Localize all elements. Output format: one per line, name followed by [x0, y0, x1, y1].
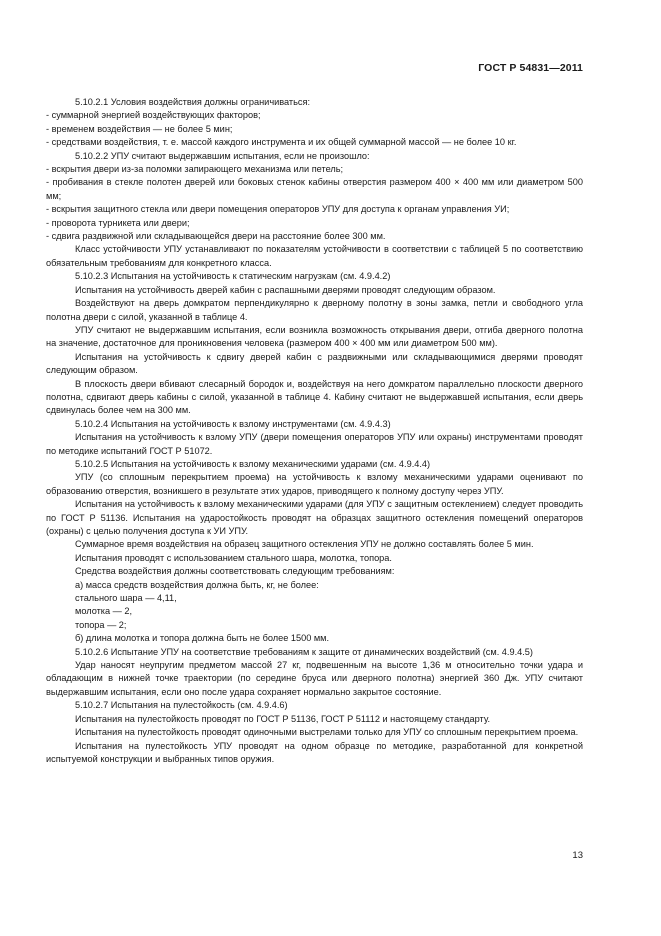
section-heading: 5.10.2.7 Испытания на пулестойкость (см. 4.9.4.6) — [75, 700, 288, 711]
section-heading: 5.10.2.3 Испытания на устойчивость к статическим нагрузкам (см. 4.9.4.2) — [75, 271, 391, 282]
section-heading: 5.10.2.4 Испытания на устойчивость к взлому инструментами (см. 4.9.4.3) — [75, 418, 391, 429]
list-item: стального шара — 4,11, — [75, 593, 177, 604]
list-item: молотка — 2, — [75, 606, 133, 617]
paragraph: Испытания на пулестойкость проводят одиночными выстрелами только для УПУ со сплошным перекрытием проема. — [75, 727, 579, 738]
section-heading: 5.10.2.5 Испытания на устойчивость к взлому механическими ударами (см. 4.9.4.4) — [75, 458, 431, 469]
list-item: - проворота турникета или двери; — [46, 217, 190, 228]
list-item: - временем воздействия — не более 5 мин; — [46, 123, 233, 134]
paragraph: Испытания проводят с использованием стального шара, молотка, топора. — [75, 552, 392, 563]
paragraph: 5.10.2.1 Условия воздействия должны ограничиваться: — [75, 97, 311, 107]
paragraph: Испытания на пулестойкость проводят по ГОСТ Р 51136, ГОСТ Р 51112 и настоящему стандарту. — [75, 713, 491, 724]
list-item: топора — 2; — [75, 619, 127, 630]
list-item: - вскрытия защитного стекла или двери помещения операторов УПУ для доступа к органам управления УИ; — [46, 204, 510, 215]
paragraph: Удар наносят неупругим предметом массой 27 кг, подвешенным на высоте 1,36 м относительно точки удара и обладающим в нижней точке траектории (по середине бруса или дверного полотна) энергией 360 Дж. УПУ считают выдержавшим испытания, если оно после удара сохраняет нормально закрытое состояние. — [46, 660, 583, 697]
list-item: - сдвига раздвижной или складывающейся двери на расстояние более 300 мм. — [46, 231, 386, 242]
list-item: - суммарной энергией воздействующих факторов; — [46, 110, 261, 121]
paragraph: Испытания на пулестойкость УПУ проводят на одном образце по методике, разработанной для конкретной испытуемой конструкции и выбранных типов оружия. — [46, 740, 583, 764]
paragraph: Суммарное время воздействия на образец защитного остекления УПУ не должно составлять более 5 мин. — [75, 539, 534, 550]
list-item: б) длина молотка и топора должна быть не более 1500 мм. — [75, 633, 330, 644]
page-number: 13 — [572, 850, 583, 861]
document-body — [46, 96, 583, 766]
section-heading: 5.10.2.6 Испытание УПУ на соответствие требованиям к защите от динамических воздействий (см. 4.9.4.5) — [75, 646, 533, 657]
paragraph: Воздействуют на дверь домкратом перпендикулярно к дверному полотну в зоны замка, петли и свободного угла полотна двери с силой, указанной в таблице 4. — [46, 298, 583, 322]
list-item: - средствами воздействия, т. е. массой каждого инструмента и их общей суммарной массой — не более 10 кг. — [46, 137, 517, 148]
paragraph: 5.10.2.2 УПУ считают выдержавшим испытания, если не произошло: — [75, 150, 370, 161]
list-item: а) масса средств воздействия должна быть, кг, не более: — [75, 579, 319, 590]
list-item: - вскрытия двери из-за поломки запирающего механизма или петель; — [46, 164, 344, 175]
document-header: ГОСТ Р 54831—2011 — [478, 62, 583, 74]
paragraph: Испытания на устойчивость к взлому УПУ (двери помещения операторов УПУ или охраны) инструментами проводят по методике испытаний ГОСТ Р 51072. — [46, 432, 583, 456]
paragraph: УПУ (со сплошным перекрытием проема) на устойчивость к взлому механическими ударами оценивают по образованию отверстия, возникшего в результате этих ударов, приводящего к полному доступу через УПУ. — [46, 472, 583, 496]
paragraph: Испытания на устойчивость к сдвигу дверей кабин с раздвижными или складывающимися дверями проводят следующим образом. — [46, 351, 583, 376]
paragraph: УПУ считают не выдержавшим испытания, если возникла возможность открывания двери, отгиба дверного полотна на значение, достаточное для проникновения человека (размером 400 × 400 мм или диаметром 500 мм). — [46, 324, 583, 349]
paragraph: Класс устойчивости УПУ устанавливают по показателям устойчивости в соответствии с таблицей 5 по соответствию обязательным требованиям для конкретного класса. — [46, 244, 583, 268]
paragraph: Средства воздействия должны соответствовать следующим требованиям: — [75, 566, 395, 577]
paragraph: Испытания на устойчивость к взлому механическими ударами (для УПУ с защитным остеклением) следует проводить по ГОСТ Р 51136. Испытания на ударостойкость проводят на образцах защитного остекления помещений операторов (охраны) с целью получения доступа к УИ УПУ. — [46, 499, 583, 536]
paragraph: Испытания на устойчивость дверей кабин с распашными дверями проводят следующим образом. — [75, 284, 496, 295]
list-item: - пробивания в стекле полотен дверей или боковых стенок кабины отверстия размером 400 × 400 мм или диаметром 500 мм; — [46, 177, 583, 201]
paragraph: В плоскость двери вбивают слесарный бородок и, воздействуя на него домкратом параллельно плоскости дверного полотна, сдвигают дверь кабины с силой, указанной в таблице 4. Кабину считают не выдержавшей испытания, если дверь сдвинулась более чем на 300 мм. — [46, 378, 583, 416]
